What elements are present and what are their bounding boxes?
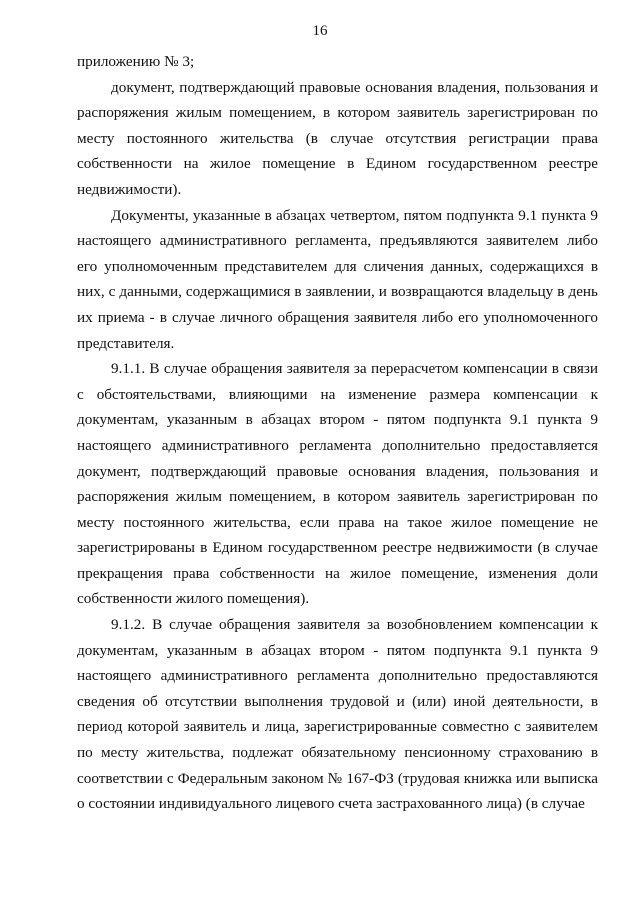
paragraph-ownership-document: документ, подтверждающий правовые основания владения, пользования и распоряжения жилым помещением, в котором заявитель зарегистрирован по месту постоянного жительства (в случае отсутствия регистрации права собственности на жилое помещение в Едином государственном реестре недвижимости). bbox=[77, 78, 598, 198]
paragraph-9-1-1: 9.1.1. В случае обращения заявителя за перерасчетом компенсации в связи с обстоятельствами, влияющими на изменение размера компенсации к документам, указанным в абзацах втором - пятом подпункта 9.1 пункта 9 настоящего административного регламента дополнительно предоставляется документ, подтверждающий правовые основания владения, пользования и распоряжения жилым помещением, в котором заявитель зарегистрирован по месту постоянного жительства, если права на такое жилое помещение не зарегистрированы в Едином государственном реестре недвижимости (в случае прекращения права собственности на жилое помещение, изменения доли собственности жилого помещения). bbox=[77, 360, 598, 608]
page-number: 16 bbox=[312, 23, 328, 39]
document-body bbox=[77, 49, 598, 817]
paragraph-documents-presentation: Документы, указанные в абзацах четвертом, пятом подпункта 9.1 пункта 9 настоящего административного регламента, предъявляются заявителем либо его уполномоченным представителем для сличения данных, содержащихся в них, с данными, содержащимися в заявлении, и возвращаются владельцу в день их приема - в случае личного обращения заявителя либо его уполномоченного представителя. bbox=[77, 206, 598, 352]
paragraph-appendix-continuation: приложению № 3; bbox=[77, 53, 195, 70]
paragraph-9-1-2: 9.1.2. В случае обращения заявителя за возобновлением компенсации к документам, указанным в абзацах втором - пятом подпункта 9.1 пункта 9 настоящего административного регламента дополнительно предоставляются сведения об отсутствии выполнения трудовой и (или) иной деятельности, в период которой заявитель и лица, зарегистрированные совместно с заявителем по месту жительства, подлежат обязательному пенсионному страхованию в соответствии с Федеральным законом № 167-ФЗ (трудовая книжка или выписка о состоянии индивидуального лицевого счета застрахованного лица) (в случае bbox=[77, 616, 598, 813]
